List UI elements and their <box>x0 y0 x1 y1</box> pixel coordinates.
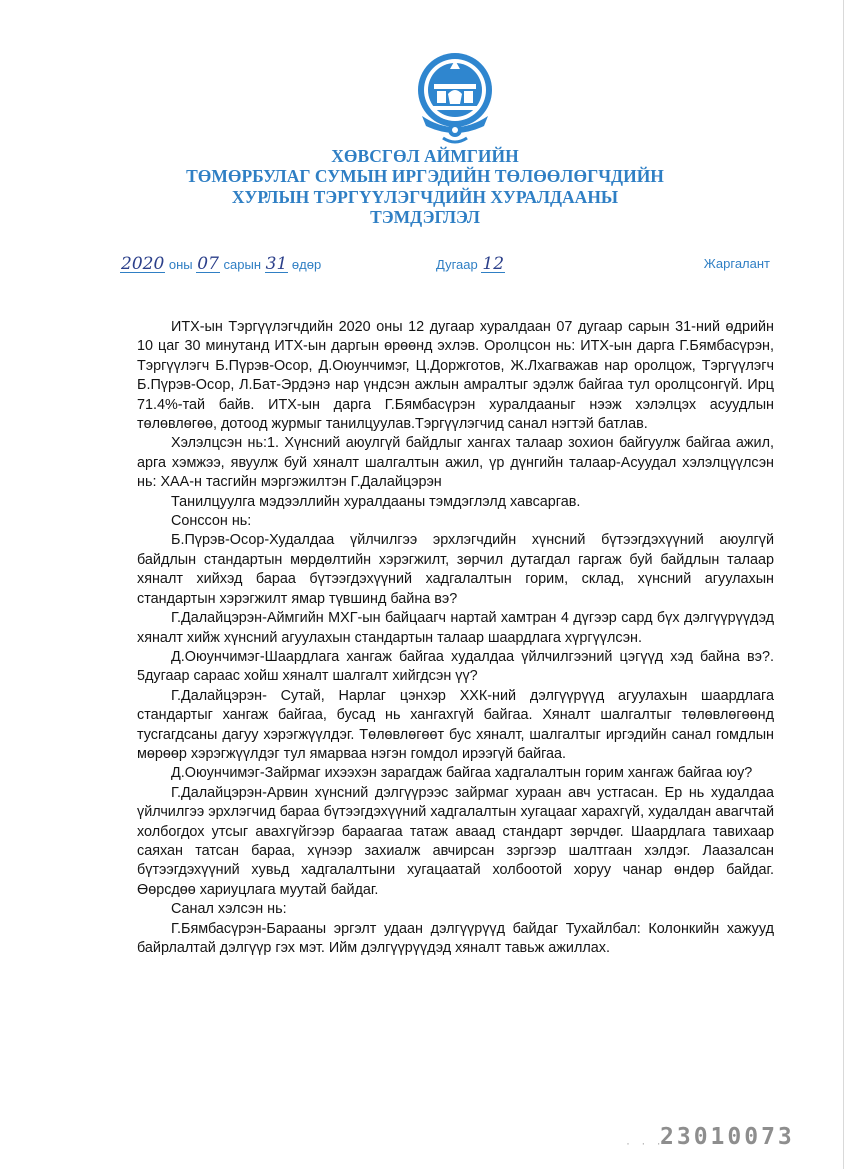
paragraph-question: Д.Оюунчимэг-Шаардлага хангаж байгаа худалдаа үйлчилгээний цэгүүд хэд байна вэ?. 5дугаар сараас хойш хяналт шалгалт хийгдсэн үү? <box>137 648 774 685</box>
number-line <box>436 256 505 273</box>
heading-sum: ТӨМӨРБУЛАГ СУМЫН ИРГЭДИЙН ТӨЛӨӨЛӨГЧДИЙН <box>186 166 664 186</box>
paragraph-answer: Г.Далайцэрэн-Аймгийн МХГ-ын байцаагч нартай хамтран 4 дүгээр сард бүх дэлгүүрүүдэд хяналт хийж хүнсний агуулахын стандартын талаар шаардлага хүргүүлсэн. <box>137 610 774 646</box>
place-name: Жаргалант <box>703 256 770 271</box>
number-label: Дугаар <box>436 257 478 272</box>
handwritten-year: 2020 <box>121 254 165 274</box>
paragraph-proposals-heading: Санал хэлсэн нь: <box>171 901 287 918</box>
handwritten-day: 31 <box>265 254 288 274</box>
heading-minutes: ТЭМДЭГЛЭЛ <box>370 207 480 227</box>
paragraph-question: Б.Пүрэв-Осор-Худалдаа үйлчилгээ эрхлэгчдийн хүнсний бүтээгдэхүүний аюулгүй байдлын стандартын мөрдөлтийн хэрэгжилт, зөрчил дутагдал гаргаж буй байдлын талаар хяналт хийхэд бараа бүтээгдэхүүний хадгалалтын горим, склад, хүнсний агуулахын стандартын хэрэгжилт ямар түвшинд байна вэ? <box>137 532 774 607</box>
state-emblem-icon <box>412 50 498 146</box>
paragraph-heard-heading: Сонссон нь: <box>171 513 252 530</box>
minutes-body <box>137 318 774 958</box>
heading-presidium: ХУРЛЫН ТЭРГҮҮЛЭГЧДИЙН ХУРАЛДААНЫ <box>231 187 619 207</box>
paragraph-opening: ИТХ-ын Тэргүүлэгчдийн 2020 оны 12 дугаар хуралдаан 07 дугаар сарын 31-ний өдрийн 10 цаг 30 минутанд ИТХ-ын даргын өрөөнд эхлэв. Оролцсон нь: ИТХ-ын дарга Г.Бямбасүрэн, Тэргүүлэгч Б.Пүрэв-Осор, Д.Оюунчимэг, Ц.Доржготов, Ж.Лхагважав нар оролцож, Тэргүүлэгч Б.Пүрэв-Осор, Л.Бат-Эрдэнэ нар үндсэн ажлын амралтыг эдэлж байгаа тул оролцсонгүй. Ирц 71.4%-тай байв. ИТХ-ын дарга Г.Бямбасүрэн хуралдааныг нээж хэлэлцэх асуудлын төлөвлөгөө, дотоод журмыг танилцуулав.Тэргүүлэгчид санал нэгтэй батлав. <box>137 319 774 433</box>
handwritten-number: 12 <box>482 254 505 274</box>
paragraph-answer: Г.Далайцэрэн-Арвин хүнсний дэлгүүрээс зайрмаг хураан авч устгасан. Ер нь худалдаа үйлчилгээ эрхлэгчид бараа бүтээгдэхүүний хадгалалтын хугацааг харахгүй, худалдан авагчтай холбогдох утсыг авахгүйгээр бараагаа татаж аваад стандарт зөрчдөг. Шаардлага тавихаар саяхан татсан бараа, хүнээр захиалж авчирсан зэргээр шалтгаан хэлдэг. Лаазалсан бүтээгдэхүүний хувьд хадгалалтыни хугацаатай холбоотой хоруу чанар өндөр байдаг. Өөрсдөө хариуцлага муутай байдаг. <box>137 784 774 898</box>
paragraph-attachment: Танилцуулга мэдээллийн хуралдааны тэмдэглэлд хавсаргав. <box>171 493 581 510</box>
year-suffix: оны <box>168 257 193 272</box>
stamped-serial-number: 23010073 <box>660 1124 795 1150</box>
paragraph-agenda: Хэлэлцсэн нь:1. Хүнсний аюулгүй байдлыг хангах талаар зохион байгуулж байгаа ажил, арга хэмжээ, явуулж буй хяналт шалгалтын ажил, үр дүнгийн талаар-Асуудал хэлэлцүүлсэн нь: ХАА-н тасгийн мэргэжилтэн Г.Далайцэрэн <box>137 435 774 491</box>
month-suffix: сарын <box>223 257 262 272</box>
date-line <box>120 256 321 273</box>
paragraph-answer: Г.Далайцэрэн- Сутай, Нарлаг цэнхэр ХХК-ний дэлгүүрүүд агуулахын шаардлага стандартыг хангаж байгаа, бусад нь хангахгүй байгаа. Хяналт шалгалтыг төлөвлөгөөнд тусгагдсаны дагуу хэрэгжүүлдэг. Төлөвлөгөөт бус хяналт, шалгалтыг иргэдийн санал гомдлын мөрөөр хэрэгжүүлдэг тул ямарваа нэгэн гомдол ирээгүй байгаа. <box>137 687 774 762</box>
paragraph-proposal: Г.Бямбасүрэн-Барааны эргэлт удаан дэлгүүрүүд байдаг Тухайлбал: Колонкийн хажууд байрлалтай дэлгүүр гэх мэт. Ийм дэлгүүрүүдэд хяналт тавьж ажиллах. <box>137 920 774 956</box>
handwritten-month: 07 <box>197 254 219 274</box>
day-suffix: өдөр <box>291 257 322 272</box>
heading-aimag: ХӨВСГӨЛ АЙМГИЙН <box>331 146 519 166</box>
scan-dots: · · · <box>626 1136 665 1150</box>
paragraph-question: Д.Оюунчимэг-Зайрмаг ихээхэн зарагдаж байгаа хадгалалтын горим хангаж байгаа юу? <box>171 765 753 782</box>
